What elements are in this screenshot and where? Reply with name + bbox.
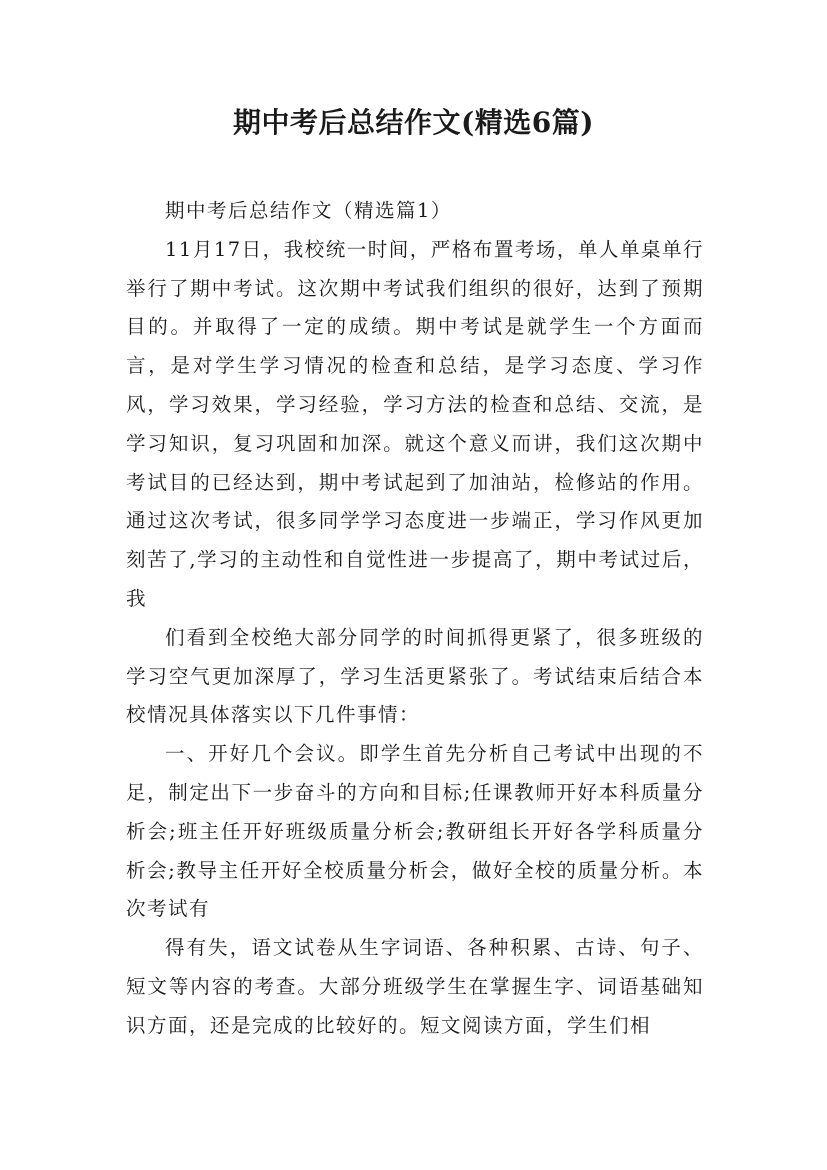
paragraph: 得有失，语文试卷从生字词语、各种积累、古诗、句子、短文等内容的考查。大部分班级学生在掌握生字、词语基础知识方面，还是完成的比较好的。短文阅读方面，学生们相 [126, 936, 704, 1037]
document-body [126, 192, 704, 1046]
paragraph: 11月17日，我校统一时间，严格布置考场，单人单桌单行举行了期中考试。这次期中考试我们组织的很好，达到了预期目的。并取得了一定的成绩。期中考试是就学生一个方面而言，是对学生学习情况的检查和总结，是学习态度、学习作风，学习效果，学习经验，学习方法的检查和总结、交流，是学习知识，复习巩固和加深。就这个意义而讲，我们这次期中考试目的已经达到，期中考试起到了加油站，检修站的作用。通过这次考试，很多同学学习态度进一步端正，学习作风更加刻苦了,学习的主动性和自觉性进一步提高了，期中考试过后，我 [126, 237, 704, 610]
document-title: 期中考后总结作文(精选6篇) [233, 106, 594, 139]
paragraph: 们看到全校绝大部分同学的时间抓得更紧了，很多班级的学习空气更加深厚了，学习生活更紧张了。考试结束后结合本校情况具体落实以下几件事情： [126, 625, 704, 727]
paragraph-section-heading: 期中考后总结作文（精选篇1） [165, 199, 452, 222]
paragraph: 一、开好几个会议。即学生首先分析自己考试中出现的不足，制定出下一步奋斗的方向和目标;任课教师开好本科质量分析会;班主任开好班级质量分析会;教研组长开好各学科质量分析会;教导主任开好全校质量分析会，做好全校的质量分析。本次考试有 [126, 742, 704, 921]
